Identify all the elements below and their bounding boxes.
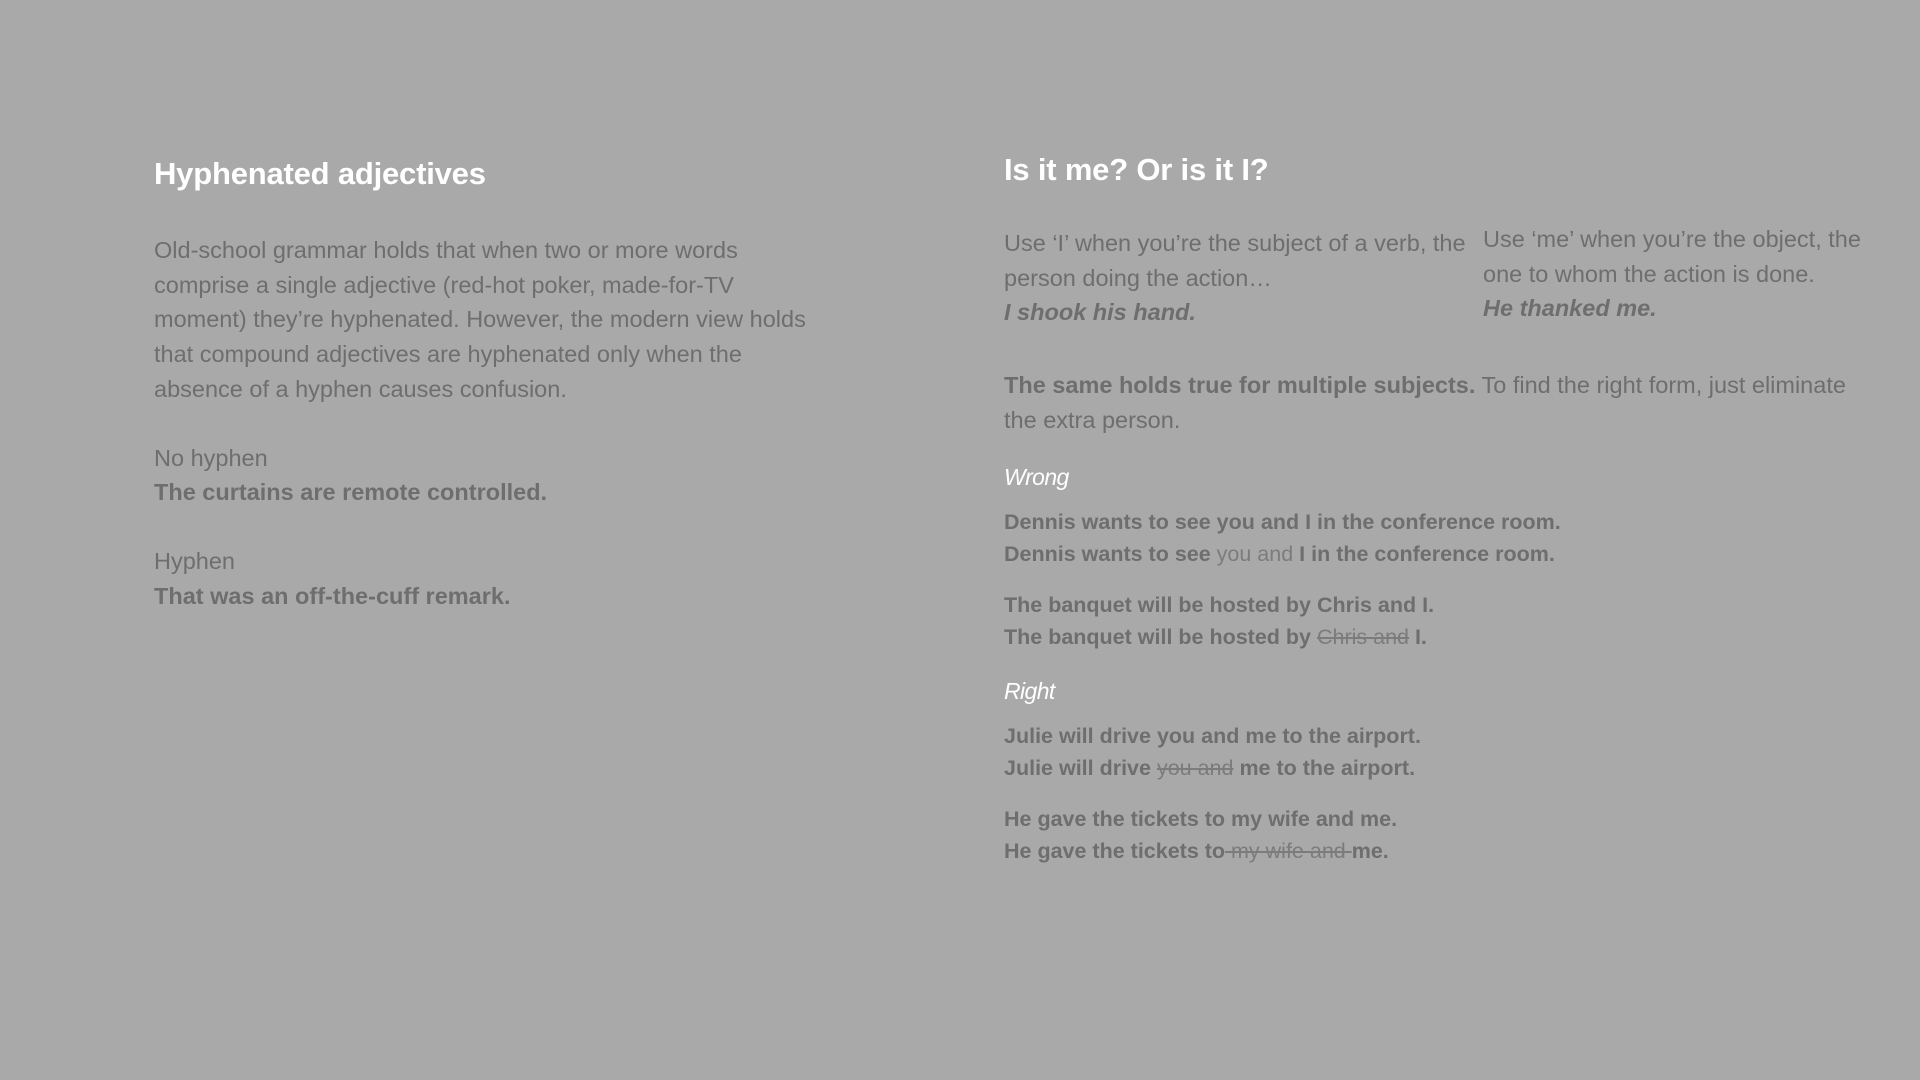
example-full-sentence: Julie will drive you and me to the airport. <box>1004 723 1421 748</box>
example-label: Hyphen <box>154 547 235 574</box>
example-full-sentence: Dennis wants to see you and I in the conference room. <box>1004 509 1561 534</box>
example-label: No hyphen <box>154 444 268 471</box>
wrong-example-1 <box>1004 506 1884 571</box>
right-example-1 <box>1004 720 1884 785</box>
me-or-i-section <box>1004 150 1884 868</box>
reduced-prefix: Dennis wants to see <box>1004 542 1217 567</box>
multiple-subjects-paragraph <box>1004 368 1884 437</box>
example-no-hyphen <box>154 441 814 510</box>
reduced-suffix: I in the conference room. <box>1293 542 1555 567</box>
example-reduced-sentence <box>1004 538 1884 571</box>
use-i-block <box>1004 226 1483 330</box>
example-full-sentence: He gave the tickets to my wife and me. <box>1004 806 1398 831</box>
use-i-example: I shook his hand. <box>1004 299 1196 326</box>
hyphenated-adjectives-section <box>154 154 814 613</box>
reduced-prefix: The banquet will be hosted by <box>1004 625 1317 650</box>
struck-words: you and <box>1156 756 1234 781</box>
example-hyphen <box>154 544 814 613</box>
reduced-suffix: me to the airport. <box>1233 756 1416 781</box>
use-i-text: Use ‘I’ when you’re the subject of a verb, the person doing the action… <box>1004 230 1466 291</box>
section-title: Hyphenated adjectives <box>154 156 486 191</box>
reduced-prefix: He gave the tickets to <box>1004 839 1226 864</box>
example-sentence: That was an off-the-cuff remark. <box>154 582 511 609</box>
wrong-example-2 <box>1004 589 1884 654</box>
reduced-suffix: I. <box>1408 625 1427 650</box>
reduced-suffix: me. <box>1351 839 1389 864</box>
struck-words: Chris and <box>1316 625 1409 650</box>
reduced-prefix: Julie will drive <box>1004 756 1157 781</box>
example-reduced-sentence <box>1004 752 1884 785</box>
use-me-block <box>1483 222 1883 330</box>
example-reduced-sentence <box>1004 621 1884 654</box>
multiple-subjects-lead: The same holds true for multiple subjects. <box>1004 372 1476 399</box>
intro-paragraph: Old-school grammar holds that when two or more words comprise a single adjective (red-hot poker, made-for-TV moment) they’re hyphenated. However, the modern view holds that compound adjectives are hyphenated only when the absence of a hyphen causes confusion. <box>154 237 806 402</box>
struck-words: my wife and <box>1225 839 1352 864</box>
example-full-sentence: The banquet will be hosted by Chris and I. <box>1004 592 1435 617</box>
example-reduced-sentence <box>1004 835 1884 868</box>
example-sentence: The curtains are remote controlled. <box>154 479 548 506</box>
multiple-subjects-rest: To find the right form, just eliminate the extra person. <box>1004 372 1846 433</box>
usage-columns <box>1004 226 1884 330</box>
removed-words: you and <box>1216 542 1294 567</box>
right-example-2 <box>1004 803 1884 868</box>
wrong-label: Wrong <box>1004 463 1069 490</box>
right-label: Right <box>1004 677 1055 704</box>
use-me-text: Use ‘me’ when you’re the object, the one to whom the action is done. <box>1483 226 1861 287</box>
section-title: Is it me? Or is it I? <box>1004 152 1269 187</box>
use-me-example: He thanked me. <box>1483 295 1657 322</box>
